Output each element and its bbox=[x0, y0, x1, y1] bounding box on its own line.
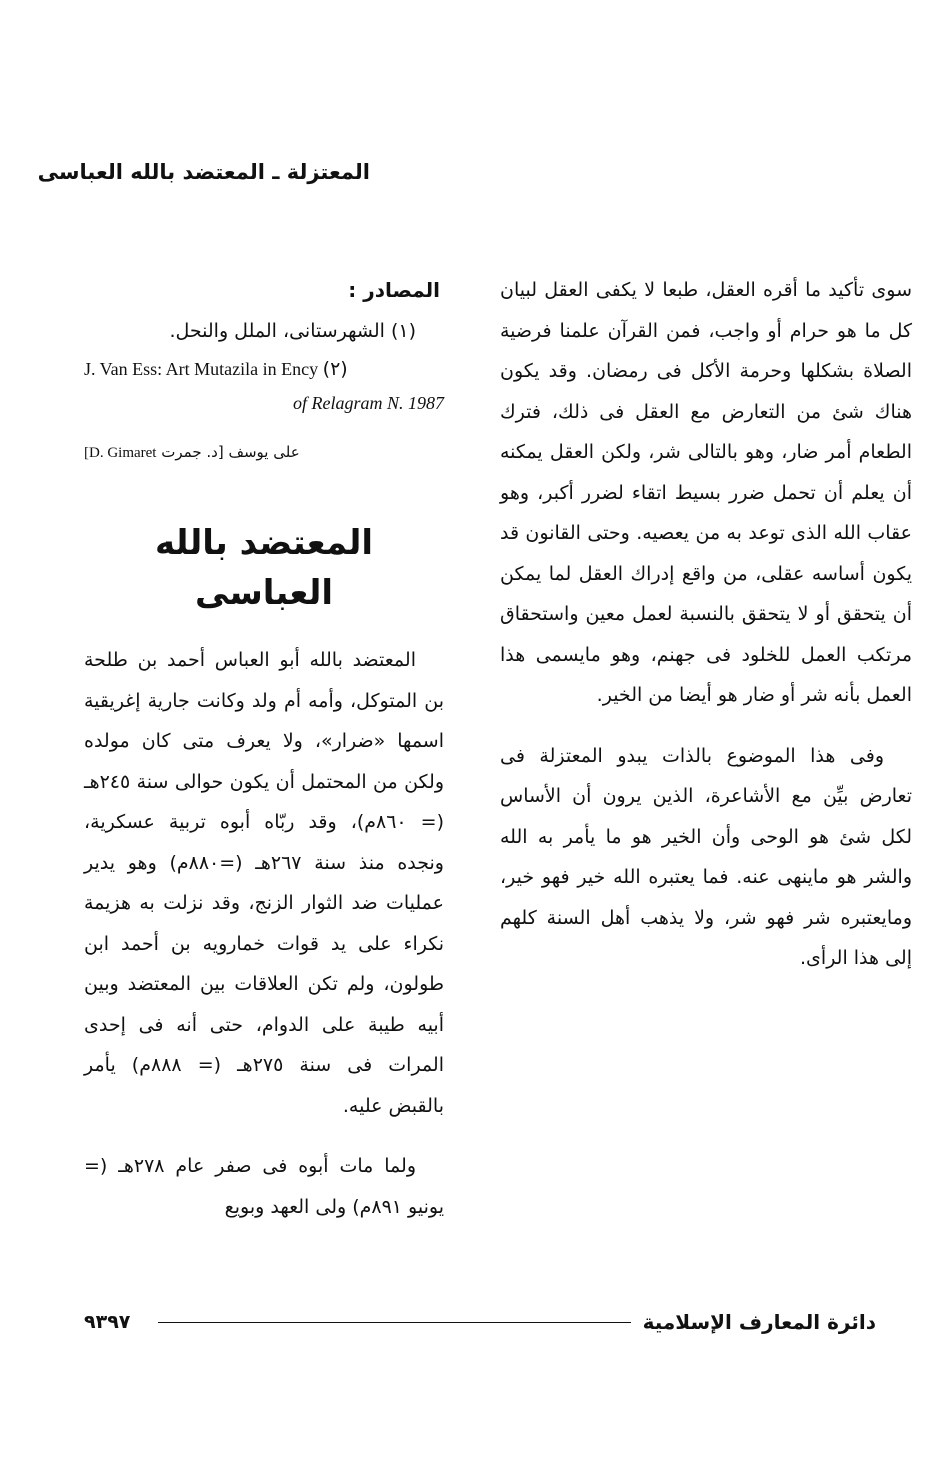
body-paragraph: ولما مات أبوه فى صفر عام ٢٧٨هـ (= يونيو ٨٩١م) ولى العهد وبويع bbox=[84, 1155, 444, 1218]
article-author bbox=[84, 441, 444, 464]
right-column bbox=[500, 270, 912, 979]
article-title: المعتضد بالله العباسى bbox=[154, 523, 374, 613]
body-paragraph: وفى هذا الموضوع بالذات يبدو المعتزلة فى تعارض بيِّن مع الأشاعرة، الذين يرون أن الأساس لكل شئ هو الوحى وأن الخير هو ما يأمر به الله والشر هو ماينهى عنه. فما يعتبره الله خير فهو خير، ومايعتبره شر فهو شر، ولا يذهب أهل السنة كلهم إلى هذا الرأى. bbox=[500, 744, 912, 969]
page-footer bbox=[84, 1304, 876, 1340]
encyclopedia-name: دائرة المعارف الإسلامية bbox=[642, 1310, 876, 1334]
page-number: ٩٣٩٧ bbox=[84, 1311, 131, 1333]
body-paragraph: المعتضد بالله أبو العباس أحمد بن طلحة بن المتوكل، وأمه أم ولد وكانت جارية إغريقية اسمها «ضرار»، ولا يعرف متى كان مولده ولكن من المحتمل أن يكون حوالى سنة ٢٤٥هـ (= ٨٦٠م)، وقد ربّاه أبوه تربية عسكرية، ونجده منذ سنة ٢٦٧هـ (=٨٨٠م) وهو يدير عمليات ضد الثوار الزنج، وقد نزلت به هزيمة نكراء على يد قوات خمارويه بن أحمد ابن طولون، ولم تكن العلاقات بين المعتضد وبين أبيه طيبة على الدوام، حتى أنه فى إحدى المرات فى سنة ٢٧٥هـ (= ٨٨٨م) يأمر بالقبض عليه. bbox=[84, 649, 444, 1117]
source-item-latin bbox=[84, 351, 444, 387]
left-column bbox=[84, 270, 444, 1227]
running-head: المعتزلة ـ المعتضد بالله العباسى bbox=[37, 160, 370, 184]
author-latin: [D. Gimaret bbox=[84, 445, 157, 461]
footer-rule bbox=[158, 1322, 631, 1323]
source-item: (١) الشهرستانى، الملل والنحل. bbox=[169, 319, 416, 342]
source-number: (٢) bbox=[322, 358, 348, 380]
sources-heading: المصادر : bbox=[348, 278, 440, 302]
source-item-continuation: of Relagram N. 1987 bbox=[293, 393, 444, 413]
author-arabic: على يوسف [د. جمرت bbox=[161, 443, 300, 461]
body-paragraph: سوى تأكيد ما أقره العقل، طبعا لا يكفى العقل لبيان كل ما هو حرام أو واجب، فمن القرآن علمنا فرضية الصلاة بشكلها وحرمة الأكل فى رمضان. وقد يكون هناك شئ من التعارض مع العقل فى ذلك، فترك الطعام أمر ضار، وهو بالتالى شر، ولكن العقل يمكنه أن يعلم أن تحمل ضرر بسيط اتقاء لضرر أكبر، وهو عقاب الله الذى توعد به من يعصيه. وحتى القانون قد يكون أساسه عقلى، من واقع إدراك العقل لما يمكن أن يتحقق أو لا يتحقق بالنسبة لعمل معين واستحقاق مرتكب العمل للخلود فى جهنم، وهو مايسمى هذا العمل بأنه شر أو ضار هو أيضا من الخير. bbox=[500, 279, 912, 706]
source-text: J. Van Ess: Art Mutazila in Ency bbox=[84, 359, 319, 379]
